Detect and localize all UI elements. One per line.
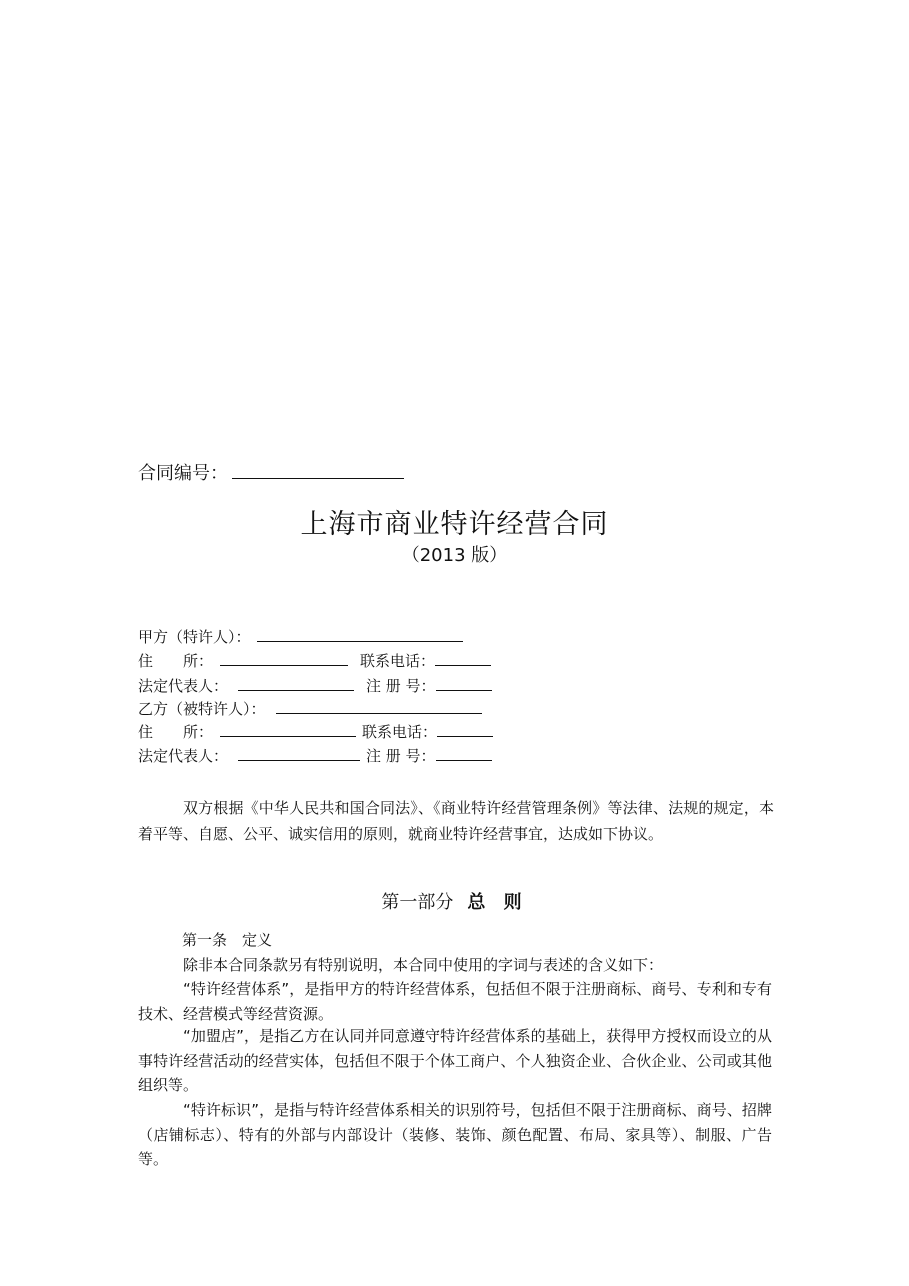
address-label: 住 所： bbox=[138, 723, 214, 741]
party-b-row bbox=[138, 698, 482, 719]
party-a-address-row bbox=[138, 650, 491, 671]
legal-rep-label: 法定代表人： bbox=[138, 677, 229, 695]
party-b-label: 乙方（被特许人）： bbox=[138, 700, 266, 718]
party-a-reg-no-blank[interactable] bbox=[436, 675, 492, 691]
document-title: 上海市商业特许经营合同 bbox=[300, 509, 609, 540]
party-a-address-blank[interactable] bbox=[220, 650, 348, 666]
party-a-phone-blank[interactable] bbox=[435, 650, 491, 666]
contract-number-label: 合同编号： bbox=[138, 463, 228, 484]
party-a-row bbox=[138, 626, 463, 647]
phone-label: 联系电话： bbox=[362, 723, 438, 741]
party-b-phone-blank[interactable] bbox=[437, 721, 493, 737]
reg-no-label: 注 册 号： bbox=[366, 677, 436, 695]
part-one-heading bbox=[0, 890, 909, 916]
legal-rep-label: 法定代表人： bbox=[138, 747, 229, 765]
party-a-legal-row bbox=[138, 675, 492, 696]
part-one-name: 总 则 bbox=[467, 892, 528, 913]
contract-number-blank[interactable] bbox=[232, 460, 404, 479]
document-edition: （2013 版） bbox=[401, 545, 508, 566]
party-b-legal-rep-blank[interactable] bbox=[238, 745, 360, 761]
party-b-legal-row bbox=[138, 745, 492, 766]
contract-number-line bbox=[138, 460, 404, 486]
party-b-blank[interactable] bbox=[276, 698, 482, 714]
address-label: 住 所： bbox=[138, 652, 214, 670]
article-one-heading: 第一条 定义 bbox=[182, 931, 273, 949]
party-a-label: 甲方（特许人）： bbox=[138, 628, 251, 646]
part-one-prefix: 第一部分 bbox=[381, 892, 454, 913]
party-b-address-blank[interactable] bbox=[220, 721, 356, 737]
article-one-intro: 除非本合同条款另有特别说明，本合同中使用的字词与表述的含义如下： bbox=[183, 956, 664, 974]
preamble-paragraph: 双方根据《中华人民共和国合同法》、《商业特许经营管理条例》等法律、法规的规定，本着平等、自愿、公平、诚实信用的原则，就商业特许经营事宜，达成如下协议。 bbox=[138, 799, 774, 843]
definition-franchise-mark: “特许标识”，是指与特许经营体系相关的识别符号，包括但不限于注册商标、商号、招牌（店铺标志）、特有的外部与内部设计（装修、装饰、颜色配置、布局、家具等）、制服、广告等。 bbox=[138, 1101, 772, 1168]
party-b-reg-no-blank[interactable] bbox=[436, 745, 492, 761]
party-a-blank[interactable] bbox=[257, 626, 463, 642]
definition-franchise-store: “加盟店”，是指乙方在认同并同意遵守特许经营体系的基础上，获得甲方授权而设立的从事特许经营活动的经营实体，包括但不限于个体工商户、个人独资企业、合伙企业、公司或其他组织等。 bbox=[138, 1027, 772, 1094]
reg-no-label: 注 册 号： bbox=[366, 747, 436, 765]
party-b-address-row bbox=[138, 721, 493, 742]
party-a-legal-rep-blank[interactable] bbox=[238, 675, 354, 691]
phone-label: 联系电话： bbox=[360, 652, 436, 670]
definition-franchise-system: “特许经营体系”，是指甲方的特许经营体系，包括但不限于注册商标、商号、专利和专有技术、经营模式等经营资源。 bbox=[138, 980, 772, 1023]
